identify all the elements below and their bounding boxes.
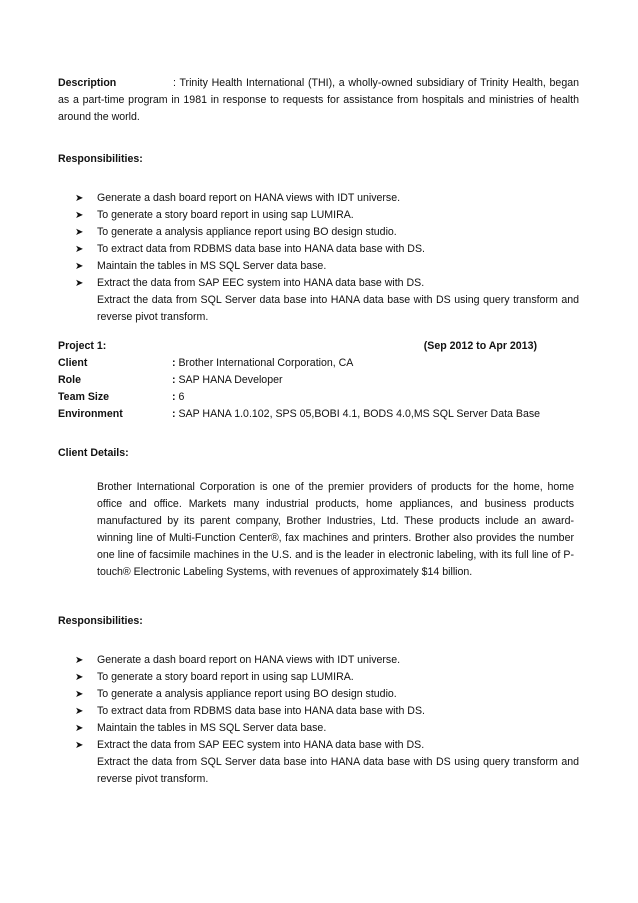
field-value: SAP HANA Developer xyxy=(178,374,283,386)
field-key: Team Size xyxy=(58,391,110,403)
responsibilities-heading-1: Responsibilities: xyxy=(58,153,143,165)
field-value: Brother International Corporation, CA xyxy=(178,357,354,369)
arrow-bullet-icon: ➤ xyxy=(75,278,84,289)
list-item: ➤ Extract the data from SAP EEC system into HANA data base with DS. xyxy=(75,737,579,754)
responsibilities-heading-2: Responsibilities: xyxy=(58,615,143,627)
field-value: 6 xyxy=(178,391,185,403)
arrow-bullet-icon: ➤ xyxy=(75,193,84,204)
field-key: Environment xyxy=(58,408,123,420)
list-item: ➤ To generate a story board report in using sap LUMIRA. xyxy=(75,669,579,686)
arrow-bullet-icon: ➤ xyxy=(75,672,84,683)
arrow-bullet-icon: ➤ xyxy=(75,227,84,238)
description-label: Description xyxy=(58,77,117,89)
client-details-heading: Client Details: xyxy=(58,447,129,459)
responsibilities-list-2 xyxy=(58,652,579,754)
field-value: SAP HANA 1.0.102, SPS 05,BOBI 4.1, BODS 4.0,MS SQL Server Data Base xyxy=(178,408,541,420)
arrow-bullet-icon: ➤ xyxy=(75,210,84,221)
field-key: Client xyxy=(58,357,88,369)
arrow-bullet-icon: ➤ xyxy=(75,706,84,717)
list-item: ➤ To generate a analysis appliance report using BO design studio. xyxy=(75,224,579,241)
project-field-team-size: Team Size : 6 xyxy=(58,389,579,406)
responsibilities-list-1 xyxy=(58,190,579,292)
responsibilities-continuation-2: Extract the data from SQL Server data base into HANA data base with DS using query transform and reverse pivot transform. xyxy=(97,756,579,785)
arrow-bullet-icon: ➤ xyxy=(75,740,84,751)
responsibilities-continuation-1: Extract the data from SQL Server data base into HANA data base with DS using query transform and reverse pivot transform. xyxy=(97,294,579,323)
description-paragraph xyxy=(58,75,579,126)
project-dates: (Sep 2012 to Apr 2013) xyxy=(423,340,537,352)
list-item: ➤ Maintain the tables in MS SQL Server data base. xyxy=(75,720,579,737)
arrow-bullet-icon: ➤ xyxy=(75,244,84,255)
list-item: ➤ Maintain the tables in MS SQL Server data base. xyxy=(75,258,579,275)
arrow-bullet-icon: ➤ xyxy=(75,261,84,272)
list-item: ➤ To generate a analysis appliance report using BO design studio. xyxy=(75,686,579,703)
field-key: Role xyxy=(58,374,81,386)
project-field-environment: Environment : SAP HANA 1.0.102, SPS 05,BOBI 4.1, BODS 4.0,MS SQL Server Data Base xyxy=(58,406,579,423)
client-details-text: Brother International Corporation is one of the premier providers of products for the home, home office and office. Markets many industrial products, home appliances, and business products manufactured by its parent company, Brother Industries, Ltd. These products include an award-winning line of Multi-Function Center®, fax machines and printers. Brother also provides the number one line of facsimile machines in the U.S. and is the leader in electronic labeling, with its full line of P-touch® Electronic Labeling Systems, with revenues of approximately $14 billion. xyxy=(97,481,574,578)
list-item: ➤ Extract the data from SAP EEC system into HANA data base with DS. xyxy=(75,275,579,292)
description-text: : Trinity Health International (THI), a wholly-owned subsidiary of Trinity Health, began as a part-time program in 1981 in response to requests for assistance from hospitals and ministries of health around the world. xyxy=(58,77,579,123)
project-field-role: Role : SAP HANA Developer xyxy=(58,372,579,389)
project-header xyxy=(58,338,579,355)
list-item: ➤ Generate a dash board report on HANA views with IDT universe. xyxy=(75,652,579,669)
project-title: Project 1: xyxy=(58,340,107,352)
arrow-bullet-icon: ➤ xyxy=(75,723,84,734)
list-item: ➤ Generate a dash board report on HANA views with IDT universe. xyxy=(75,190,579,207)
arrow-bullet-icon: ➤ xyxy=(75,655,84,666)
project-field-client: Client : Brother International Corporation, CA xyxy=(58,355,579,372)
list-item: ➤ To extract data from RDBMS data base into HANA data base with DS. xyxy=(75,703,579,720)
list-item: ➤ To generate a story board report in using sap LUMIRA. xyxy=(75,207,579,224)
resume-page xyxy=(58,75,579,788)
arrow-bullet-icon: ➤ xyxy=(75,689,84,700)
list-item: ➤ To extract data from RDBMS data base into HANA data base with DS. xyxy=(75,241,579,258)
